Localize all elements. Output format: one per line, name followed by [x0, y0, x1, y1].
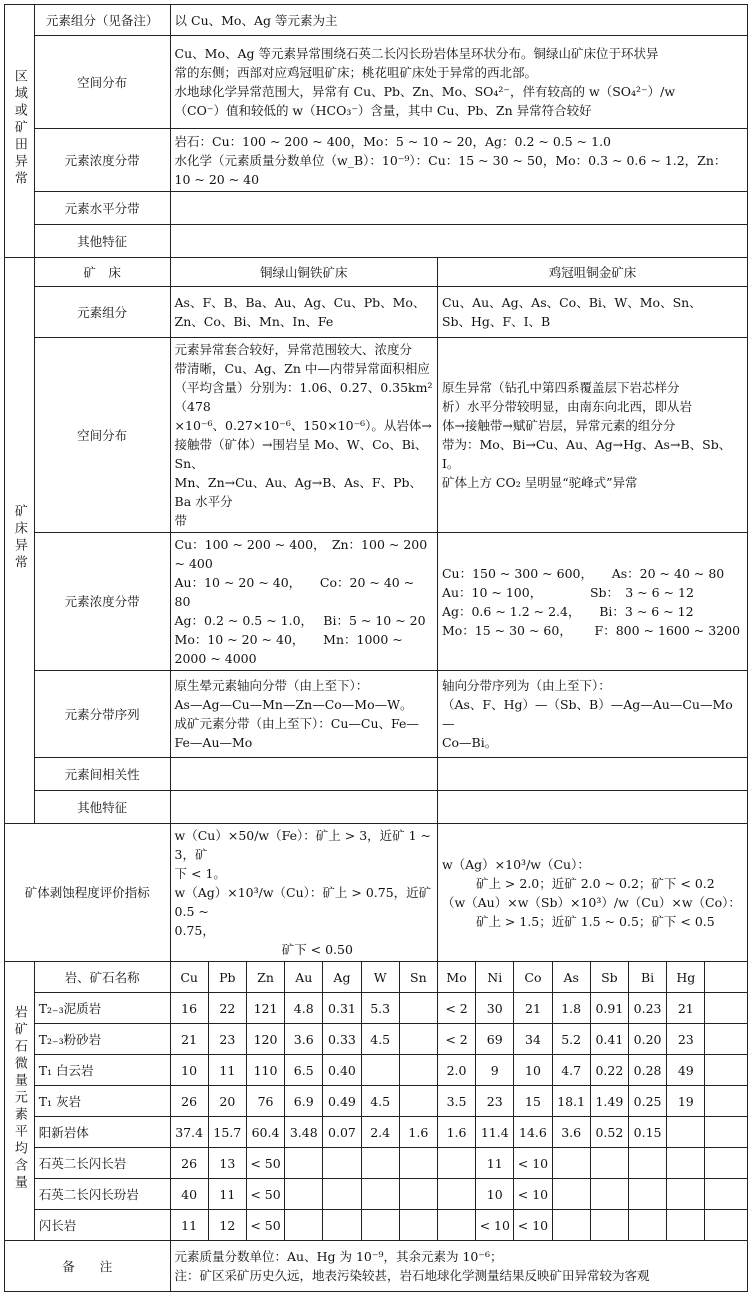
remark-value-line: 注：矿区采矿历史久远，地表污染较甚，岩石地球化学测量结果反映矿田异常较为客观: [174, 1268, 650, 1283]
trace-value: [361, 1055, 399, 1086]
trace-value: 0.49: [323, 1086, 361, 1117]
trace-value: [590, 1210, 628, 1241]
trace-row: [5, 1148, 748, 1179]
row-value: [170, 5, 747, 36]
trace-header-row: [5, 962, 748, 993]
trace-value: < 50: [246, 1148, 284, 1179]
trace-value: [705, 1024, 748, 1055]
erosion-row: [5, 824, 748, 962]
deposit-b-name: 鸡冠咀铜金矿床: [437, 258, 747, 287]
deposit-header-label: 矿 床: [34, 258, 170, 287]
trace-value: 14.6: [514, 1117, 552, 1148]
deposit-a-value: [170, 287, 437, 338]
erosion-b-value-line: 矿上 > 2.0；近矿 2.0 ~ 0.2；矿下 < 0.2: [475, 875, 715, 891]
trace-value: 26: [170, 1086, 208, 1117]
trace-value: [361, 1148, 399, 1179]
trace-value: 0.40: [323, 1055, 361, 1086]
erosion-b-value-line: （w（Au）×w（Sb）×10³）/w（Cu）×w（Co）：: [441, 894, 741, 910]
regional-side-label-text: 区域或矿田异常: [11, 68, 27, 188]
deposit-a-value-line: As、F、B、Ba、Au、Ag、Cu、Pb、Mo、: [174, 295, 426, 310]
deposit-b-value-line: 原生异常（钻孔中第四系覆盖层下岩芯样分: [441, 380, 680, 395]
deposit-b-value-line: Au：10 ~ 100， Sb： 3 ~ 6 ~ 12: [441, 584, 694, 600]
row-value-line: Cu、Mo、Ag 等元素异常围绕石英二长闪长玢岩体呈环状分布。铜绿山矿床位于环状异: [174, 46, 659, 61]
trace-value: 21: [667, 993, 705, 1024]
trace-value: 0.52: [590, 1117, 628, 1148]
trace-value: [552, 1210, 590, 1241]
row-label: 元素分带序列: [34, 671, 170, 758]
row-value-line: （CO⁻）值和较低的 w（HCO₃⁻）含量，其中 Cu、Pb、Zn 异常符合较好: [174, 103, 592, 118]
deposit-a-value-line: 原生晕元素轴向分带（由上至下）：: [174, 678, 369, 693]
deposit-row: [5, 791, 748, 824]
trace-value: 3.6: [285, 1024, 323, 1055]
trace-value: [628, 1179, 666, 1210]
deposit-b-value: [437, 671, 747, 758]
row-label: 元素间相关性: [34, 758, 170, 791]
deposit-header-row: [5, 258, 748, 287]
deposit-b-value-line: 体→接触带→赋矿岩层，异常元素的组分分: [441, 418, 676, 433]
trace-rock-name: 闪长岩: [34, 1210, 170, 1241]
deposit-row: [5, 758, 748, 791]
deposit-a-value: [170, 338, 437, 533]
trace-value: [705, 1117, 748, 1148]
trace-value: 20: [208, 1086, 246, 1117]
regional-row: [5, 36, 748, 129]
deposit-a-value-line: Au：10 ~ 20 ~ 40， Co：20 ~ 40 ~ 80: [174, 575, 415, 609]
row-label: 空间分布: [34, 338, 170, 533]
trace-value: 1.49: [590, 1086, 628, 1117]
trace-value: [437, 1210, 475, 1241]
trace-value: [285, 1210, 323, 1241]
row-value-line: 常的东侧；西部对应鸡冠咀矿床；桃花咀矿床处于异常的西北部。: [174, 65, 538, 80]
deposit-a-value-line: Mn、Zn→Cu、Au、Ag→B、As、F、Pb、Ba 水平分: [174, 475, 422, 509]
trace-side-label: [5, 962, 35, 1241]
erosion-a-value-line: 0.75，: [174, 923, 215, 938]
deposit-b-value: [437, 533, 747, 671]
regional-side-label: [5, 5, 35, 258]
deposit-b-value-line: Sb、Hg、F、I、B: [441, 314, 551, 329]
deposit-b-value-line: 轴向分带序列为（由上至下）：: [441, 678, 611, 693]
trace-col-element: As: [552, 962, 590, 993]
deposit-a-value-line: ×10⁻⁶、0.27×10⁻⁶、150×10⁻⁶）。从岩体→: [174, 418, 432, 433]
deposit-side-label-text: 矿床异常: [11, 503, 27, 572]
trace-value: [285, 1179, 323, 1210]
trace-value: 0.22: [590, 1055, 628, 1086]
trace-value: [705, 1148, 748, 1179]
trace-value: 6.9: [285, 1086, 323, 1117]
trace-value: 10: [170, 1055, 208, 1086]
trace-value: 5.3: [361, 993, 399, 1024]
trace-rock-name: 石英二长闪长玢岩: [34, 1179, 170, 1210]
deposit-b-value: [437, 338, 747, 533]
trace-value: 4.5: [361, 1024, 399, 1055]
deposit-b-value-line: Ag：0.6 ~ 1.2 ~ 2.4， Bi：3 ~ 6 ~ 12: [441, 603, 694, 619]
trace-value: 21: [170, 1024, 208, 1055]
trace-value: [590, 1148, 628, 1179]
trace-value: [667, 1117, 705, 1148]
anomaly-table: [4, 4, 748, 1292]
deposit-b-value-line: Co—Bi。: [441, 735, 498, 750]
erosion-a-value-line: 矿下 < 0.50: [281, 942, 353, 957]
trace-side-label-text: 岩矿石微量元素平均含量: [11, 1004, 27, 1192]
trace-value: 18.1: [552, 1086, 590, 1117]
trace-value: [323, 1210, 361, 1241]
trace-value: 22: [208, 993, 246, 1024]
regional-row: [5, 5, 748, 36]
erosion-a-value-line: w（Ag）×10³/w（Cu）：矿上 > 0.75，近矿 0.5 ~: [174, 885, 432, 919]
trace-col-element: Sn: [399, 962, 437, 993]
trace-value: 0.25: [628, 1086, 666, 1117]
regional-row: [5, 225, 748, 258]
remark-label: 备 注: [5, 1241, 171, 1292]
erosion-b-value-line: 矿上 > 1.5；近矿 1.5 ~ 0.5；矿下 < 0.5: [475, 913, 715, 929]
trace-value: 0.33: [323, 1024, 361, 1055]
trace-value: [705, 1055, 748, 1086]
trace-value: 11.4: [476, 1117, 514, 1148]
row-value-line: 10 ~ 20 ~ 40: [174, 171, 260, 187]
trace-value: < 10: [514, 1210, 552, 1241]
trace-value: 21: [514, 993, 552, 1024]
deposit-a-value-line: 带清晰，Cu、Ag、Zn 中—内带异常面积相应: [174, 361, 430, 376]
regional-row: [5, 192, 748, 225]
trace-value: 30: [476, 993, 514, 1024]
trace-value: [705, 1086, 748, 1117]
deposit-row: [5, 533, 748, 671]
trace-value: [437, 1179, 475, 1210]
trace-value: 2.4: [361, 1117, 399, 1148]
trace-row: [5, 1179, 748, 1210]
row-label: 元素浓度分带: [34, 533, 170, 671]
trace-col-element: Hg: [667, 962, 705, 993]
deposit-b-value-line: Mo：15 ~ 30 ~ 60， F：800 ~ 1600 ~ 3200: [441, 622, 741, 638]
deposit-a-value-line: As—Ag—Cu—Mn—Zn—Co—Mo—W。: [174, 697, 413, 712]
trace-value: < 2: [437, 993, 475, 1024]
trace-value: 16: [170, 993, 208, 1024]
trace-rock-name: T₂₋₃粉砂岩: [34, 1024, 170, 1055]
trace-value: [399, 993, 437, 1024]
trace-value: 49: [667, 1055, 705, 1086]
trace-value: 3.48: [285, 1117, 323, 1148]
deposit-a-name: 铜绿山铜铁矿床: [170, 258, 437, 287]
trace-value: 1.6: [399, 1117, 437, 1148]
trace-value: 0.91: [590, 993, 628, 1024]
trace-value: 34: [514, 1024, 552, 1055]
trace-value: 11: [208, 1055, 246, 1086]
trace-value: [667, 1179, 705, 1210]
deposit-b-value-line: 矿体上方 CO₂ 呈明显“驼峰式”异常: [441, 475, 638, 490]
trace-value: [399, 1024, 437, 1055]
trace-value: [361, 1179, 399, 1210]
erosion-a-value: [170, 824, 437, 962]
trace-col-element: Sb: [590, 962, 628, 993]
trace-value: 4.7: [552, 1055, 590, 1086]
deposit-b-value-line: 带为：Mo、Bi→Cu、Au、Ag→Hg、As→B、Sb、I。: [441, 437, 732, 471]
trace-value: 5.2: [552, 1024, 590, 1055]
trace-value: 69: [476, 1024, 514, 1055]
trace-value: [667, 1210, 705, 1241]
deposit-a-value-line: Cu：100 ~ 200 ~ 400， Zn：100 ~ 200 ~ 400: [174, 537, 428, 571]
row-value: [170, 36, 747, 129]
trace-rock-name: 石英二长闪长岩: [34, 1148, 170, 1179]
remark-row: [5, 1241, 748, 1292]
trace-value: 0.31: [323, 993, 361, 1024]
trace-row: [5, 1086, 748, 1117]
deposit-b-value-line: Cu、Au、Ag、As、Co、Bi、W、Mo、Sn、: [441, 295, 702, 310]
row-value-line: 水化学（元素质量分数单位（w_B）：10⁻⁹）：Cu：15 ~ 30 ~ 50，Mo：0.3 ~ 0.6 ~ 1.2，Zn：: [174, 152, 727, 168]
trace-row: [5, 1117, 748, 1148]
trace-value: [399, 1179, 437, 1210]
geochemical-anomaly-table: [4, 4, 748, 1283]
trace-value: 2.0: [437, 1055, 475, 1086]
row-value-line: 以 Cu、Mo、Ag 等元素为主: [174, 12, 338, 28]
trace-value: 0.15: [628, 1117, 666, 1148]
trace-value: 26: [170, 1148, 208, 1179]
trace-value: < 10: [514, 1148, 552, 1179]
trace-value: 40: [170, 1179, 208, 1210]
deposit-a-value-line: Mo：10 ~ 20 ~ 40， Mn：1000 ~ 2000 ~ 4000: [174, 632, 403, 666]
trace-value: < 50: [246, 1179, 284, 1210]
trace-col-name: 岩、矿石名称: [34, 962, 170, 993]
deposit-row: [5, 338, 748, 533]
trace-col-element: [705, 962, 748, 993]
trace-rock-name: T₁ 白云岩: [34, 1055, 170, 1086]
trace-value: 9: [476, 1055, 514, 1086]
deposit-b-value: [437, 791, 747, 824]
deposit-a-value: [170, 671, 437, 758]
trace-value: [361, 1210, 399, 1241]
deposit-side-label: [5, 258, 35, 824]
trace-rock-name: T₁ 灰岩: [34, 1086, 170, 1117]
deposit-a-value-line: Ag：0.2 ~ 0.5 ~ 1.0， Bi：5 ~ 10 ~ 20: [174, 613, 426, 628]
trace-value: [705, 1210, 748, 1241]
row-label: 元素浓度分带: [34, 129, 170, 192]
row-value-line: 水地球化学异常范围大，异常有 Cu、Pb、Zn、Mo、SO₄²⁻，伴有较高的 w（SO₄²⁻）/w: [174, 84, 676, 99]
trace-value: 4.5: [361, 1086, 399, 1117]
trace-value: [628, 1210, 666, 1241]
trace-value: 15.7: [208, 1117, 246, 1148]
trace-col-element: Ni: [476, 962, 514, 993]
trace-value: [628, 1148, 666, 1179]
deposit-b-value: [437, 758, 747, 791]
trace-value: [399, 1210, 437, 1241]
deposit-b-value-line: （As、F、Hg）—（Sb、B）—Ag—Au—Cu—Mo—: [441, 697, 733, 731]
trace-value: 121: [246, 993, 284, 1024]
trace-col-element: Zn: [246, 962, 284, 993]
trace-value: 3.6: [552, 1117, 590, 1148]
deposit-a-value-line: Fe—Au—Mo: [174, 735, 253, 750]
deposit-b-value-line: 析）水平分带较明显，由南东向北西，即从岩: [441, 399, 692, 414]
trace-value: 0.07: [323, 1117, 361, 1148]
trace-value: [399, 1148, 437, 1179]
deposit-a-value-line: 带: [174, 513, 188, 528]
trace-col-element: Cu: [170, 962, 208, 993]
deposit-a-value-line: 成矿元素分带（由上至下）：Cu—Cu、Fe—: [174, 716, 419, 731]
trace-value: [437, 1148, 475, 1179]
trace-value: 60.4: [246, 1117, 284, 1148]
row-label: 元素组分（见备注）: [34, 5, 170, 36]
trace-value: 0.28: [628, 1055, 666, 1086]
deposit-a-value: [170, 758, 437, 791]
deposit-a-value-line: 接触带（矿体）→围岩呈 Mo、W、Co、Bi、Sn、: [174, 437, 428, 471]
trace-value: 1.8: [552, 993, 590, 1024]
deposit-a-value-line: 元素异常套合较好，异常范围较大、浓度分: [174, 342, 413, 357]
trace-value: 120: [246, 1024, 284, 1055]
trace-value: [399, 1086, 437, 1117]
trace-value: 1.6: [437, 1117, 475, 1148]
deposit-a-value: [170, 533, 437, 671]
deposit-row: [5, 671, 748, 758]
trace-row: [5, 993, 748, 1024]
trace-value: [705, 1179, 748, 1210]
deposit-row: [5, 287, 748, 338]
trace-row: [5, 1055, 748, 1086]
trace-value: 10: [476, 1179, 514, 1210]
trace-value: 110: [246, 1055, 284, 1086]
trace-value: < 10: [476, 1210, 514, 1241]
trace-value: 13: [208, 1148, 246, 1179]
erosion-a-value-line: w（Cu）×50/w（Fe）：矿上 > 3，近矿 1 ~ 3，矿: [174, 828, 432, 862]
row-label: 元素组分: [34, 287, 170, 338]
remark-value-line: 元素质量分数单位：Au、Hg 为 10⁻⁹，其余元素为 10⁻⁶；: [174, 1249, 503, 1264]
regional-row: [5, 129, 748, 192]
deposit-a-value-line: Zn、Co、Bi、Mn、In、Fe: [174, 314, 334, 329]
erosion-b-value-line: w（Ag）×10³/w（Cu）：: [441, 856, 590, 872]
trace-value: 0.41: [590, 1024, 628, 1055]
trace-value: [399, 1055, 437, 1086]
trace-value: [285, 1148, 323, 1179]
deposit-a-value: [170, 791, 437, 824]
trace-col-element: Bi: [628, 962, 666, 993]
trace-value: 23: [476, 1086, 514, 1117]
trace-value: < 50: [246, 1210, 284, 1241]
erosion-b-value: [437, 824, 747, 962]
deposit-b-value: [437, 287, 747, 338]
deposit-a-value-line: （平均含量）分别为：1.06、0.27、0.35km²（478: [174, 380, 433, 414]
trace-row: [5, 1210, 748, 1241]
trace-value: 19: [667, 1086, 705, 1117]
trace-value: 15: [514, 1086, 552, 1117]
deposit-b-value-line: Cu：150 ~ 300 ~ 600， As：20 ~ 40 ~ 80: [441, 565, 725, 581]
trace-value: [552, 1179, 590, 1210]
trace-row: [5, 1024, 748, 1055]
trace-value: 3.5: [437, 1086, 475, 1117]
trace-value: 0.20: [628, 1024, 666, 1055]
trace-value: 10: [514, 1055, 552, 1086]
trace-value: 23: [667, 1024, 705, 1055]
trace-value: [705, 993, 748, 1024]
trace-value: 4.8: [285, 993, 323, 1024]
remark-value: [170, 1241, 747, 1292]
trace-col-element: Au: [285, 962, 323, 993]
trace-col-element: Mo: [437, 962, 475, 993]
row-label: 元素水平分带: [34, 192, 170, 225]
trace-value: [323, 1148, 361, 1179]
erosion-a-value-line: 下 < 1。: [174, 866, 226, 881]
trace-value: [667, 1148, 705, 1179]
trace-value: [323, 1179, 361, 1210]
trace-rock-name: T₂₋₃泥质岩: [34, 993, 170, 1024]
trace-value: < 2: [437, 1024, 475, 1055]
trace-value: [590, 1179, 628, 1210]
row-value: [170, 225, 747, 258]
trace-value: [552, 1148, 590, 1179]
row-value: [170, 129, 747, 192]
trace-value: 37.4: [170, 1117, 208, 1148]
trace-col-element: Ag: [323, 962, 361, 993]
row-value: [170, 192, 747, 225]
trace-col-element: Pb: [208, 962, 246, 993]
trace-value: 11: [476, 1148, 514, 1179]
row-value-line: 岩石：Cu：100 ~ 200 ~ 400，Mo：5 ~ 10 ~ 20，Ag：0.2 ~ 0.5 ~ 1.0: [174, 133, 612, 149]
trace-value: 0.23: [628, 993, 666, 1024]
trace-value: 12: [208, 1210, 246, 1241]
trace-value: < 10: [514, 1179, 552, 1210]
trace-value: 76: [246, 1086, 284, 1117]
trace-value: 23: [208, 1024, 246, 1055]
row-label: 空间分布: [34, 36, 170, 129]
trace-rock-name: 阳新岩体: [34, 1117, 170, 1148]
row-label: 其他特征: [34, 791, 170, 824]
trace-col-element: W: [361, 962, 399, 993]
trace-col-element: Co: [514, 962, 552, 993]
erosion-label: 矿体剥蚀程度评价指标: [5, 824, 171, 962]
row-label: 其他特征: [34, 225, 170, 258]
trace-value: 11: [208, 1179, 246, 1210]
trace-value: 6.5: [285, 1055, 323, 1086]
trace-value: 11: [170, 1210, 208, 1241]
